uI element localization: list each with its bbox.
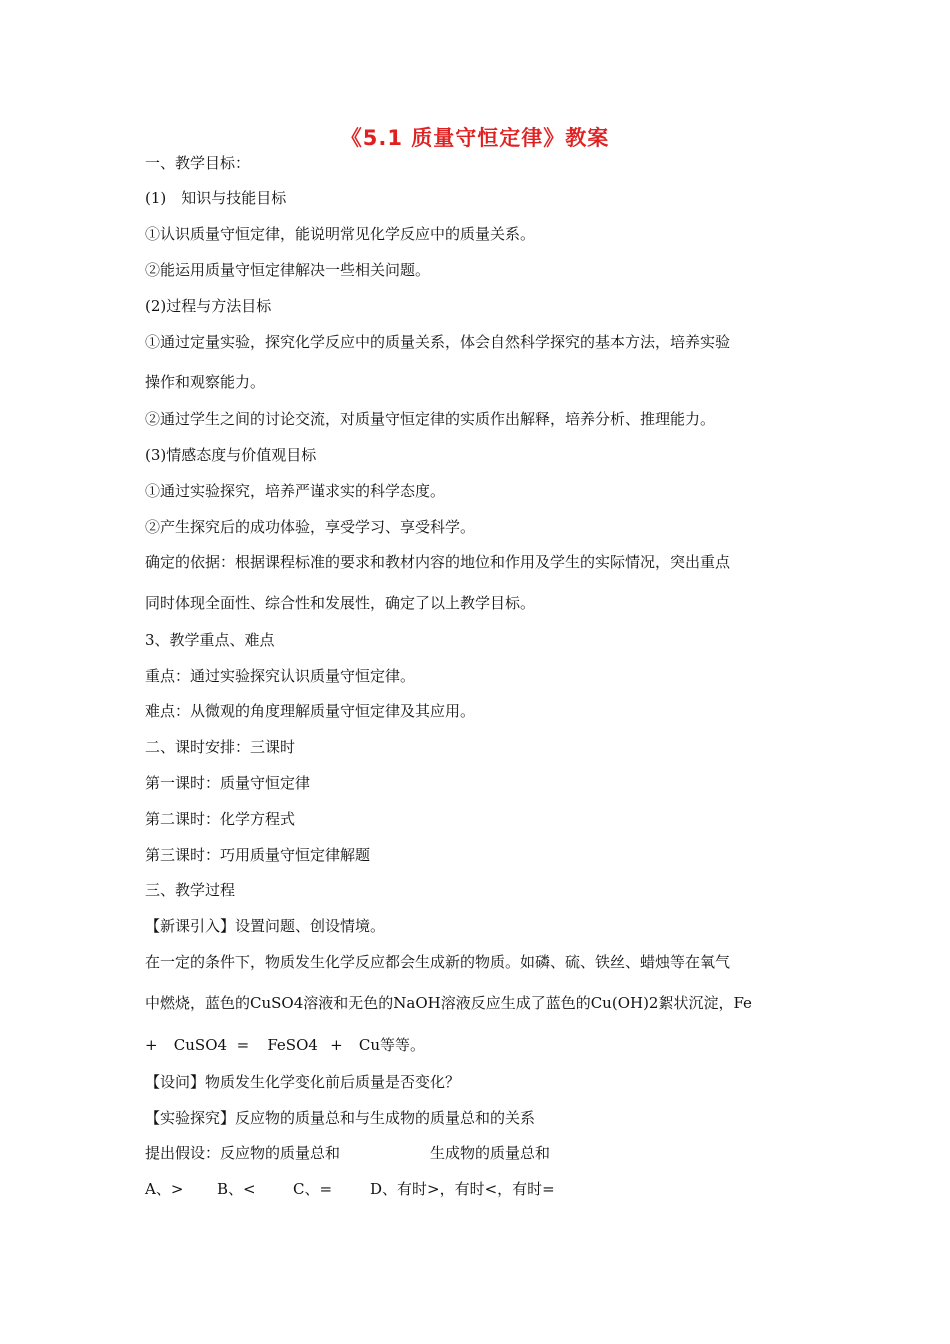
paragraph-line: ①认识质量守恒定律，能说明常见化学反应中的质量关系。	[145, 225, 536, 243]
paragraph-line: ②通过学生之间的讨论交流，对质量守恒定律的实质作出解释，培养分析、推理能力。	[145, 410, 716, 428]
paragraph-line: 二、课时安排：三课时	[145, 738, 296, 756]
paragraph-line: 第三课时：巧用质量守恒定律解题	[145, 846, 371, 864]
paragraph-line: (1) 知识与技能目标	[145, 189, 287, 207]
option-b: B、<	[217, 1180, 256, 1198]
paragraph-line: ①通过实验探究，培养严谨求实的科学态度。	[145, 482, 446, 500]
paragraph-line: 【新课引入】设置问题、创设情境。	[145, 917, 386, 935]
paragraph-line: 重点：通过实验探究认识质量守恒定律。	[145, 667, 416, 685]
chemical-equation	[145, 1035, 425, 1055]
paragraph-line: 3、教学重点、难点	[145, 631, 275, 649]
paragraph-line: 【设问】物质发生化学变化前后质量是否变化？	[145, 1073, 461, 1091]
paragraph-line: 在一定的条件下，物质发生化学反应都会生成新的物质。如磷、硫、铁丝、蜡烛等在氧气	[145, 953, 731, 971]
equation-plus: +	[145, 1036, 158, 1054]
paragraph-line: (2)过程与方法目标	[145, 297, 272, 315]
paragraph-line: (3)情感态度与价值观目标	[145, 446, 317, 464]
paragraph-line: ②能运用质量守恒定律解决一些相关问题。	[145, 261, 431, 279]
paragraph-line: ②产生探究后的成功体验，享受学习、享受科学。	[145, 518, 476, 536]
paragraph-line: ①通过定量实验，探究化学反应中的质量关系，体会自然科学探究的基本方法，培养实验	[145, 333, 731, 351]
equation-product: FeSO4	[267, 1036, 318, 1054]
answer-options	[145, 1179, 555, 1199]
document-title: 《5.1 质量守恒定律》教案	[340, 126, 610, 150]
paragraph-line: 确定的依据：根据课程标准的要求和教材内容的地位和作用及学生的实际情况，突出重点	[145, 553, 731, 571]
paragraph-line: 第一课时：质量守恒定律	[145, 774, 311, 792]
equation-plus: +	[330, 1036, 343, 1054]
hypothesis-right: 生成物的质量总和	[430, 1144, 551, 1162]
hypothesis-line	[145, 1143, 550, 1163]
paragraph-line: 操作和观察能力。	[145, 373, 266, 391]
paragraph-line: 中燃烧，蓝色的CuSO4溶液和无色的NaOH溶液反应生成了蓝色的Cu(OH)2絮状沉淀，Fe	[145, 994, 752, 1012]
option-a: A、>	[145, 1180, 184, 1198]
option-d: D、有时>，有时<，有时=	[370, 1180, 555, 1198]
paragraph-line: 【实验探究】反应物的质量总和与生成物的质量总和的关系	[145, 1109, 536, 1127]
paragraph-line: 一、教学目标：	[145, 154, 251, 172]
equation-product: Cu	[358, 1036, 381, 1054]
hypothesis-left: 提出假设：反应物的质量总和	[145, 1144, 341, 1162]
equation-reactant: CuSO4	[173, 1036, 228, 1054]
paragraph-line: 同时体现全面性、综合性和发展性，确定了以上教学目标。	[145, 594, 536, 612]
equation-equals: =	[236, 1036, 250, 1054]
equation-suffix: 等等。	[380, 1036, 426, 1054]
paragraph-line: 难点：从微观的角度理解质量守恒定律及其应用。	[145, 702, 476, 720]
paragraph-line: 第二课时：化学方程式	[145, 810, 296, 828]
paragraph-line: 三、教学过程	[145, 881, 236, 899]
option-c: C、=	[293, 1180, 333, 1198]
